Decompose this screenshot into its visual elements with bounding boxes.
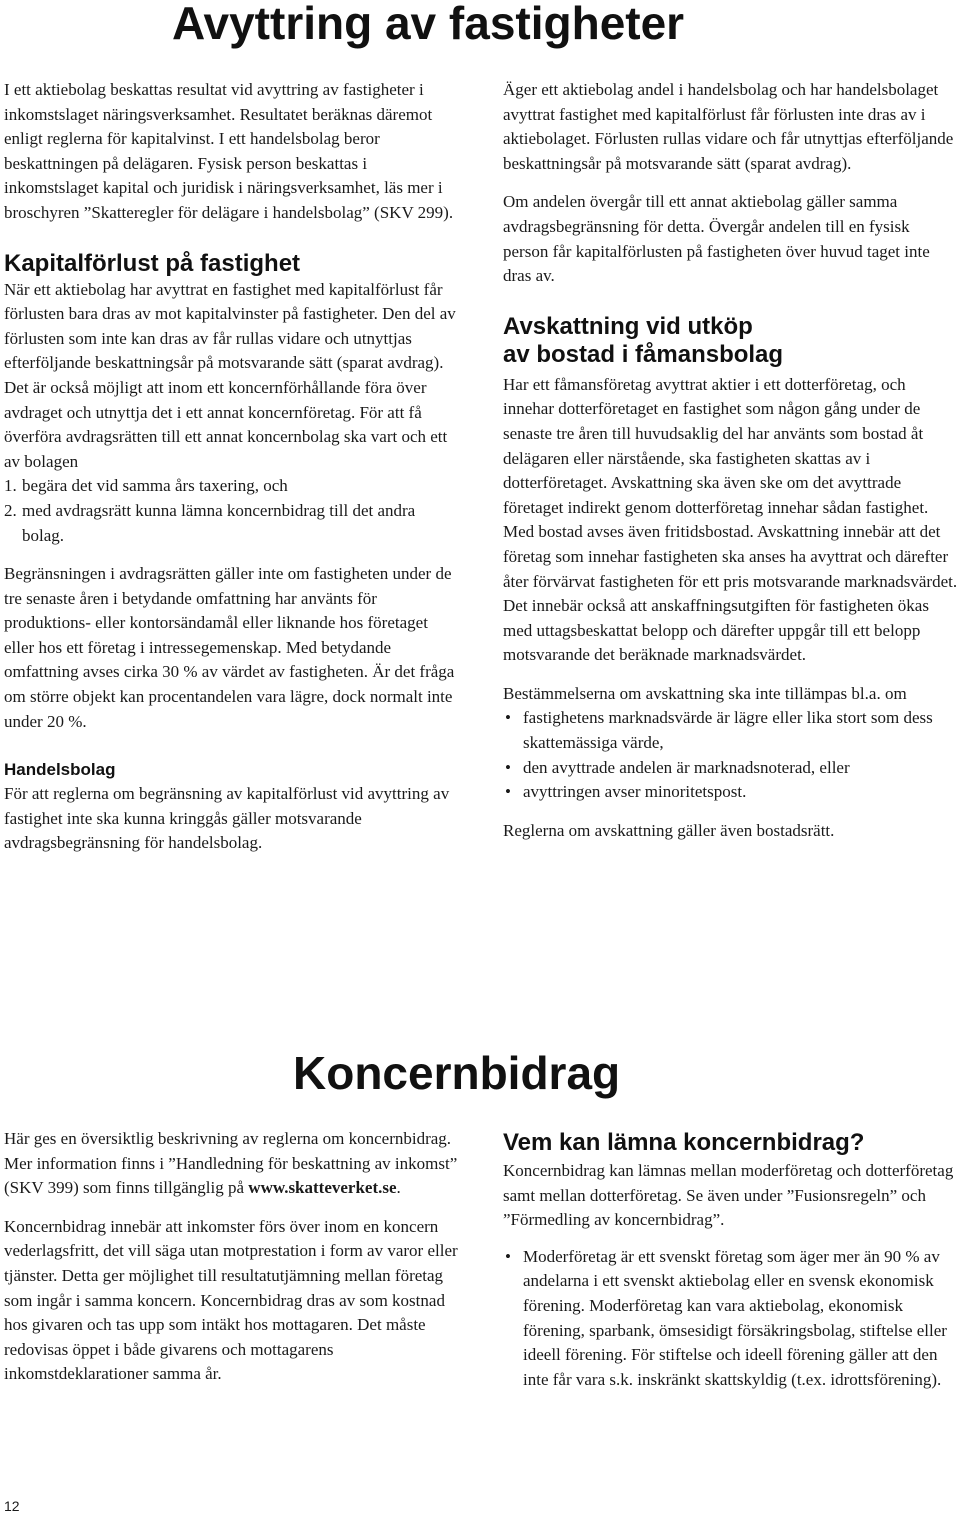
list-item bbox=[503, 1245, 957, 1393]
list-item bbox=[503, 756, 959, 781]
list-item-text: begära det vid samma års taxering, och bbox=[22, 476, 288, 496]
heading-avskattning-line1: Avskattning vid utköp bbox=[503, 312, 753, 340]
andel-handelsbolag-paragraph: Äger ett aktiebolag andel i handelsbolag och har handelsbolaget avyttrat fastighet med kapitalförlust får förlusten inte dras av i aktiebolaget. Förlusten rullas vidare och får utnyttjas efterföljande beskattningsår på motsvarande sätt (sparat avdrag). bbox=[503, 80, 954, 173]
list-item-text: Moderföretag är ett svenskt företag som äger mer än 90 % av andelarna i ett svenskt aktiebolag eller en svensk ekonomisk förening. Moderföretag kan vara aktiebolag, ekonomisk förening, sparbank, ömsesidigt försäkringsbolag, stiftelse eller ideell förening. För stiftelse och ideell förening gäller att den inte får vara s.k. inskränkt skattskyldig (t.ex. idrottsförening). bbox=[523, 1246, 947, 1389]
requirements-list bbox=[4, 474, 460, 548]
handelsbolag-paragraph: För att reglerna om begränsning av kapitalförlust vid avyttring av fastighet inte ska kunna kringgås gäller motsvarande avdragsbegränsning för handelsbolag. bbox=[4, 784, 450, 853]
andel-overgang-paragraph: Om andelen övergår till ett annat aktiebolag gäller samma avdragsbegränsning för detta. Övergår andelen till en fysisk person får kapitalförlusten på fastigheten över huvud taget inte dras av. bbox=[503, 192, 930, 286]
column-right-bottom bbox=[503, 1129, 957, 1392]
bestammelser-paragraph: Bestämmelserna om avskattning ska inte tillämpas bl.a. om bbox=[503, 683, 907, 703]
heading-avskattning-line2: av bostad i fåmansbolag bbox=[503, 340, 784, 368]
heading-vem-kan-lamna: Vem kan lämna koncernbidrag? bbox=[503, 1129, 865, 1156]
kapitalforlust-paragraph: När ett aktiebolag har avyttrat en fastighet med kapitalförlust får förlusten bara dras av mot kapitalvinster på fastigheter. Den del av förlusten som inte kan dras av får rullas vidare och utnyttjas efterföljande beskattningsår på motsvarande sätt (sparat avdrag). Det är också möjligt att inom ett koncernförhållande föra över avdraget och utnyttja det i ett annat koncernföretag. För att få överföra avdragsrätten till ett annat koncernbolag ska vart och ett av bolagen bbox=[4, 279, 456, 471]
list-item bbox=[4, 474, 460, 499]
list-item bbox=[4, 499, 460, 548]
heading-avskattning bbox=[503, 313, 959, 369]
bullet-icon: • bbox=[505, 1246, 511, 1266]
list-number: 2. bbox=[4, 500, 17, 520]
avskattning-paragraph: Har ett fåmansföretag avyttrat aktier i ett dotterföretag, och innehar dotterföretaget en fastighet som någon gång under de senaste tre åren till huvudsaklig del har använts som bostad åt delägaren eller närstående, ska fastigheten skattas av i dotterföretaget. Avskattning ska även ske om det avyttrade företaget indirekt genom dotterföretag innehar sådan fastighet. Med bostad avses även fritidsbostad. Avskattning innebär att det företag som innehar fastigheten ska anses ha avyttrat och därefter åter förvärvat fastigheten för ett pris motsvarande marknadsvärdet. Det innebär också att anskaffningsutgiften för fastigheten ökas med uttagsbeskattat belopp och därefter uppgår till ett belopp motsvarande det beräknade marknadsvärdet. bbox=[503, 374, 958, 665]
page-title-fastigheter: Avyttring av fastigheter bbox=[172, 0, 685, 49]
bullet-icon: • bbox=[505, 757, 511, 777]
column-left-top bbox=[4, 78, 460, 856]
koncernbidrag-definition-paragraph: Koncernbidrag innebär att inkomster förs över inom en koncern vederlagsfritt, det vill säga utan motprestation i form av varor eller tjänster. Detta ger möjlighet till resultatutjämning mellan företag som ingår i samma koncern. Koncernbidrag dras av som kostnad hos givaren och tas upp som intäkt hos mottagaren. Det måste redovisas öppet i både givarens och mottagarens inkomstdeklarationer samma år. bbox=[4, 1216, 458, 1384]
page-number: 12 bbox=[4, 1498, 20, 1514]
bostadsratt-paragraph: Reglerna om avskattning gäller även bostadsrätt. bbox=[503, 820, 835, 840]
bullet-icon: • bbox=[505, 782, 511, 802]
vem-kan-lamna-paragraph: Koncernbidrag kan lämnas mellan moderföretag och dotterföretag samt mellan dotterföretag. Se även under ”Fusionsregeln” och ”Förmedling av koncernbidrag”. bbox=[503, 1161, 954, 1230]
bullet-icon: • bbox=[505, 708, 511, 728]
exceptions-list bbox=[503, 706, 959, 804]
column-right-top bbox=[503, 78, 959, 843]
list-item-text: med avdragsrätt kunna lämna koncernbidrag till det andra bolag. bbox=[22, 500, 416, 545]
moderforetag-list bbox=[503, 1245, 957, 1393]
list-item bbox=[503, 706, 959, 755]
intro-text-end: . bbox=[396, 1178, 401, 1198]
koncernbidrag-intro-paragraph bbox=[4, 1127, 460, 1201]
list-item-text: avyttringen avser minoritetspost. bbox=[523, 782, 747, 802]
list-item bbox=[503, 780, 959, 805]
list-number: 1. bbox=[4, 476, 17, 496]
intro-text: Här ges en översiktlig beskrivning av reglerna om koncernbidrag. Mer information finns i ”Handledning för beskattning av inkomst” (SKV 399) som finns tillgänglig på bbox=[4, 1129, 458, 1198]
heading-handelsbolag: Handelsbolag bbox=[4, 760, 116, 780]
list-item-text: den avyttrade andelen är marknadsnoterad, eller bbox=[523, 757, 850, 777]
column-left-bottom bbox=[4, 1127, 460, 1387]
section-title-koncernbidrag: Koncernbidrag bbox=[293, 1047, 621, 1099]
skatteverket-link[interactable]: www.skatteverket.se bbox=[248, 1178, 397, 1198]
list-item-text: fastighetens marknadsvärde är lägre eller lika stort som dess skattemässiga värde, bbox=[523, 708, 933, 753]
begransning-paragraph: Begränsningen i avdragsrätten gäller inte om fastigheten under de tre senaste åren i betydande omfattning har använts för produktions- eller kontorsändamål eller liknande hos företaget eller hos ett företag i intressegemenskap. Med betydande omfattning avses cirka 30 % av värdet av fastigheten. Är det fråga om större objekt kan procentandelen vara lägre, dock normalt inte under 20 %. bbox=[4, 564, 455, 731]
intro-paragraph: I ett aktiebolag beskattas resultat vid avyttring av fastigheter i inkomstslaget näringsverksamhet. Resultatet beräknas däremot enligt reglerna för kapitalvinst. I ett handelsbolag beror beskattningen på delägaren. Fysisk person beskattas i inkomstslaget kapital och juridisk i näringsverksamhet, läs mer i broschyren ”Skatteregler för delägare i handelsbolag” (SKV 299). bbox=[4, 80, 454, 222]
heading-kapitalforlust: Kapitalförlust på fastighet bbox=[4, 249, 301, 277]
